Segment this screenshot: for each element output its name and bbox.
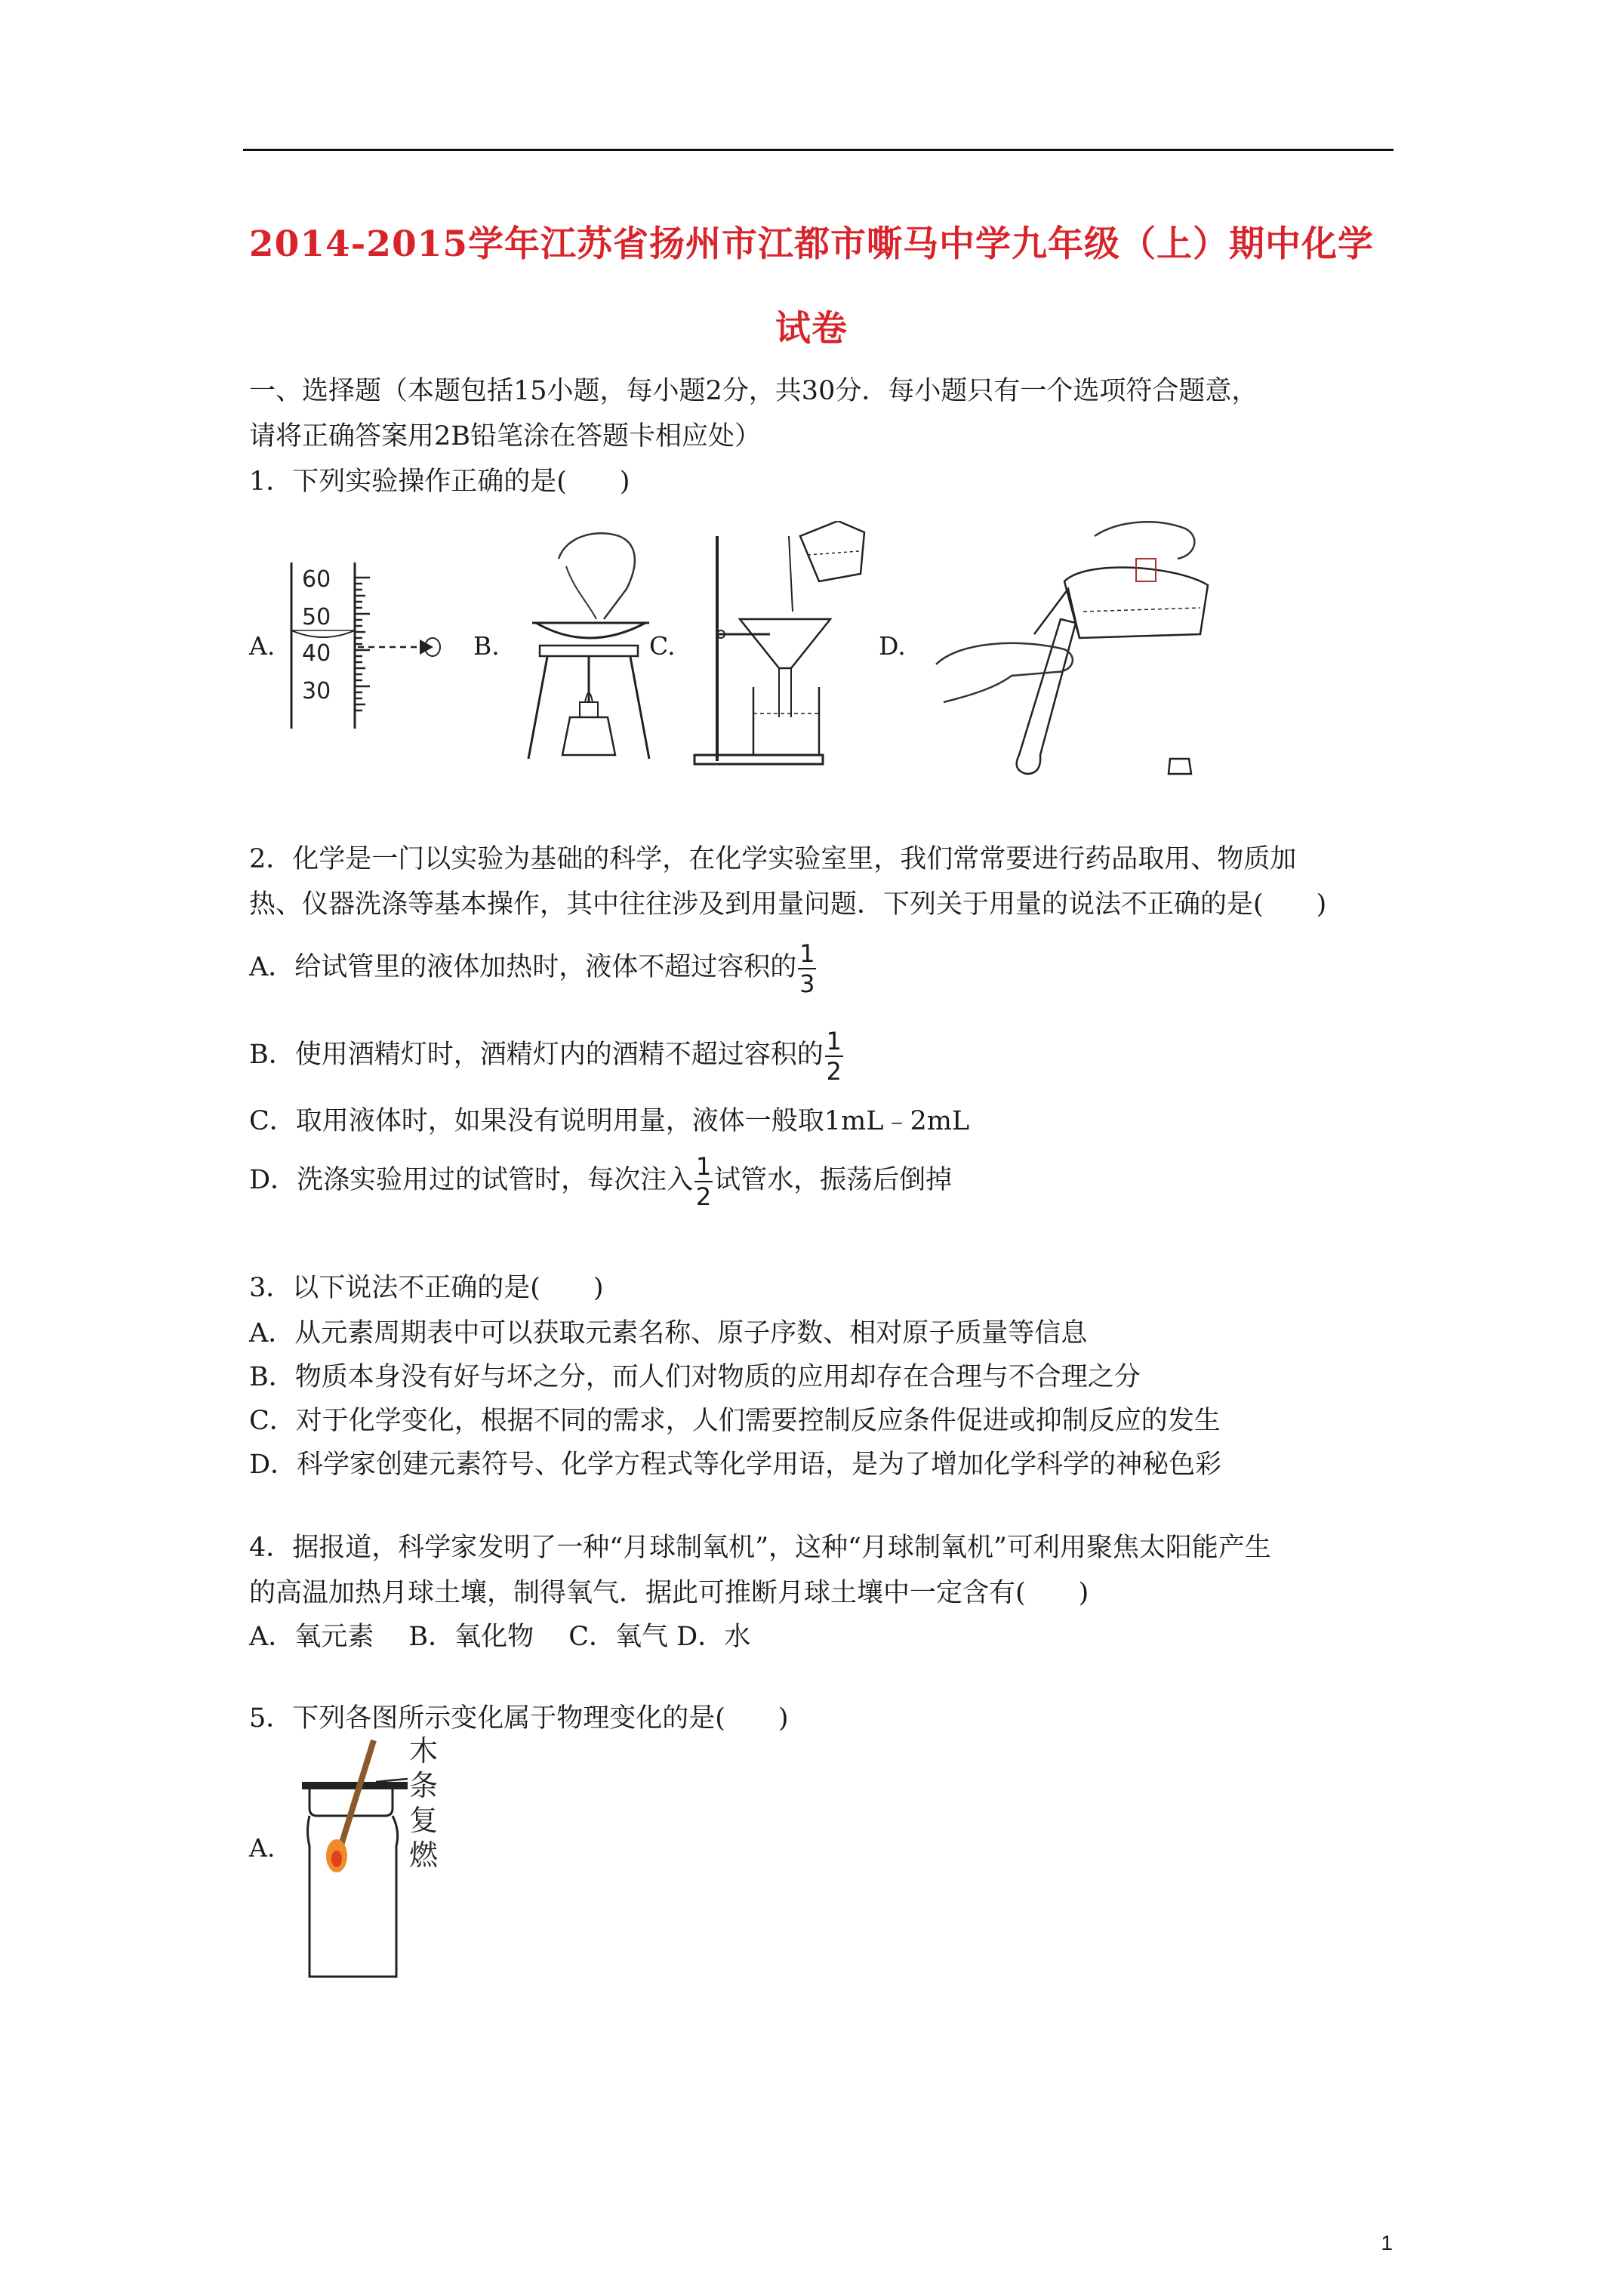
pouring-reagent-figure [929,513,1238,785]
filtration-figure [687,521,883,770]
q3-option-b: B．物质本身没有好与坏之分，而人们对物质的应用却存在合理与不合理之分 [249,1362,1141,1392]
doc-title-line1: 2014-2015学年江苏省扬州市江都市嘶马中学九年级（上）期中化学 [248,223,1375,265]
q1-label-b: B. [473,631,500,661]
q4-stem-line1: 4．据报道，科学家发明了一种“月球制氧机”，这种“月球制氧机”可利用聚焦太阳能产生 [249,1533,1271,1563]
evaporating-dish-figure [513,529,664,763]
page-number: 1 [1381,2231,1393,2254]
q5-label-a: A. [249,1833,276,1863]
figure-char-3: 复 [409,1804,439,1837]
q1-label-c: C. [649,631,676,661]
q2-option-a: A．给试管里的液体加热时，液体不超过容积的 $\frac{1}{3}$ [249,938,815,998]
q2-stem-line1: 2．化学是一门以实验为基础的科学，在化学实验室里，我们常常要进行药品取用、物质加 [249,844,1297,874]
q2-option-c: C．取用液体时，如果没有说明用量，液体一般取1mL﹣2mL [249,1106,970,1136]
section-heading-line1: 一、选择题（本题包括15小题，每小题2分，共30分．每小题只有一个选项符合题意， [249,376,1258,406]
scale-label-40: 40 [302,640,331,667]
q4-options: A．氧元素 B．氧化物 C．氧气 D．水 [249,1622,751,1652]
q2-option-d: D．洗涤实验用过的试管时，每次注入 $\frac{1}{2}$ 试管水，振荡后倒掉 [249,1151,953,1211]
q2-option-b: B．使用酒精灯时，酒精灯内的酒精不超过容积的 $\frac{1}{2}$ [249,1026,842,1086]
q5-stem: 5．下列各图所示变化属于物理变化的是( ) [249,1703,789,1734]
q4-stem-line2: 的高温加热月球土壤，制得氧气．据此可推断月球土壤中一定含有( ) [249,1578,1089,1608]
header-rule [243,149,1394,151]
fraction-one-half: $\frac{1}{2}$ [826,1026,842,1086]
fraction-one-half: $\frac{1}{2}$ [695,1151,712,1211]
figure-char-1: 木 [409,1737,439,1767]
q1-label-a: A. [249,631,276,661]
scale-label-60: 60 [302,566,331,593]
fraction-one-third: $\frac{1}{3}$ [799,938,815,998]
q3-option-d: D．科学家创建元素符号、化学方程式等化学用语，是为了增加化学科学的神秘色彩 [249,1450,1222,1480]
graduated-cylinder-figure [279,555,445,732]
q2-stem-line2: 热、仪器洗涤等基本操作，其中往往涉及到用量问题．下列关于用量的说法不正确的是( ) [249,889,1327,920]
section-heading-line2: 请将正确答案用2B铅笔涂在答题卡相应处） [249,421,761,451]
scale-label-30: 30 [302,678,331,704]
q3-option-a: A．从元素周期表中可以获取元素名称、原子序数、相对原子质量等信息 [249,1318,1088,1348]
q1-label-d: D. [879,631,906,661]
scale-label-50: 50 [302,604,331,630]
q3-stem: 3．以下说法不正确的是( ) [249,1273,604,1303]
figure-char-4: 燃 [409,1838,439,1872]
doc-title-line2: 试卷 [775,308,848,350]
figure-char-2: 条 [409,1769,439,1802]
q3-option-c: C．对于化学变化，根据不同的需求，人们需要控制反应条件促进或抑制反应的发生 [249,1406,1221,1436]
q1-stem: 1．下列实验操作正确的是( ) [249,467,630,497]
burning-splint-figure [287,1737,468,1986]
